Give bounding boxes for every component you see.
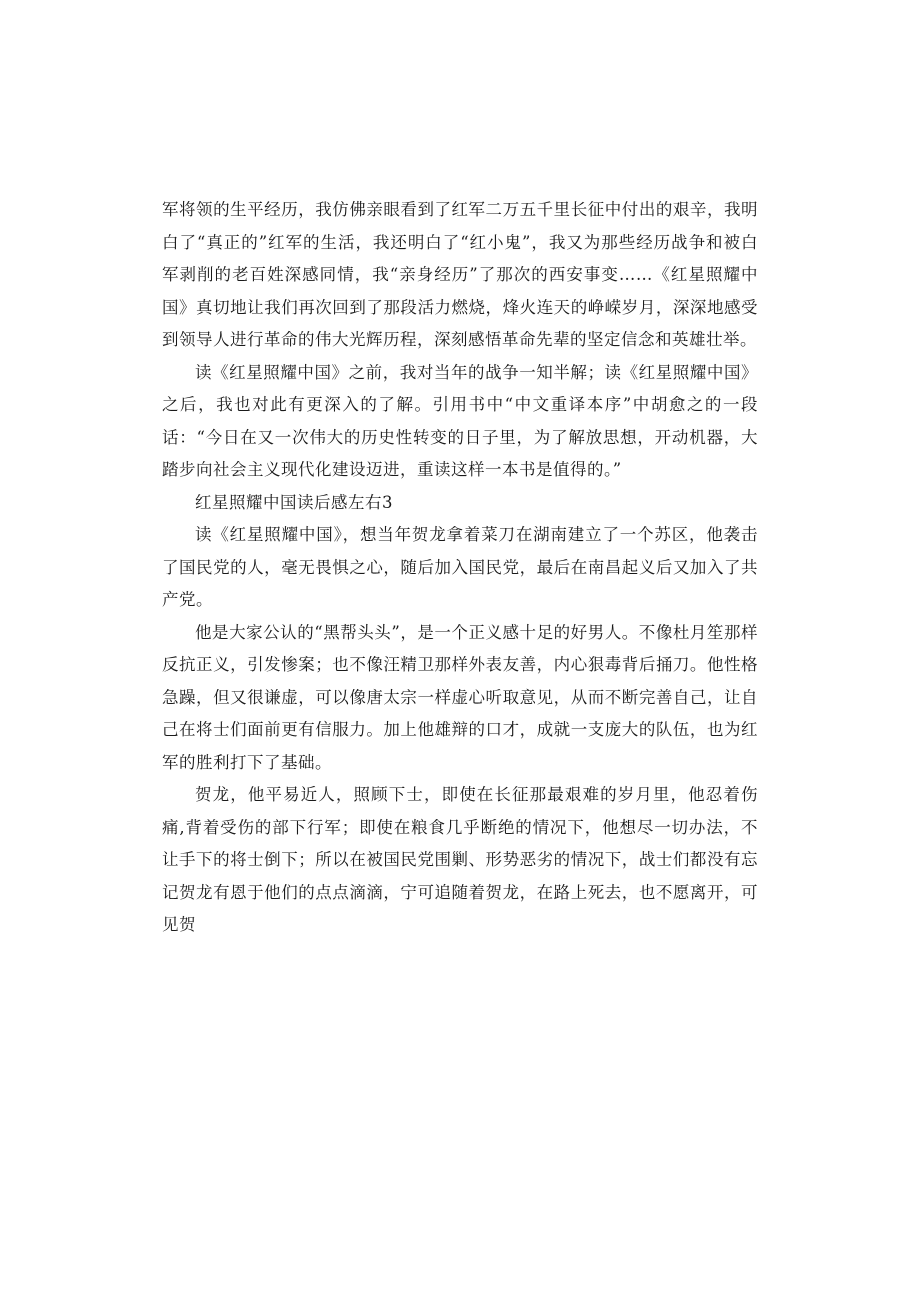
document-body <box>162 194 758 942</box>
section-heading: 红星照耀中国读后感左右3 <box>195 492 393 512</box>
paragraph-2: 读《红星照耀中国》之前，我对当年的战争一知半解；读《红星照耀中国》之后，我也对此有更深入的了解。引用书中“中文重译本序”中胡愈之的一段话：“今日在又一次伟大的历史性转变的日子里，为了解放思想，开动机器，大踏步向社会主义现代化建设迈进，重读这样一本书是值得的。” <box>162 362 758 479</box>
paragraph-3: 读《红星照耀中国》，想当年贺龙拿着菜刀在湖南建立了一个苏区，他袭击了国民党的人，毫无畏惧之心，随后加入国民党，最后在南昌起义后又加入了共产党。 <box>162 525 758 609</box>
paragraph-5: 贺龙，他平易近人，照顾下士，即使在长征那最艰难的岁月里，他忍着伤痛,背着受伤的部下行军；即使在粮食几乎断绝的情况下，他想尽一切办法，不让手下的将士倒下；所以在被国民党围剿、形势恶劣的情况下，战士们都没有忘记贺龙有恩于他们的点点滴滴，宁可追随着贺龙，在路上死去，也不愿离开，可见贺 <box>162 785 758 934</box>
paragraph-1: 军将领的生平经历，我仿佛亲眼看到了红军二万五千里长征中付出的艰辛，我明白了“真正的”红军的生活，我还明白了“红小鬼”，我又为那些经历战争和被白军剥削的老百姓深感同情，我“亲身经历”了那次的西安事变……《红星照耀中国》真切地让我们再次回到了那段活力燃烧，烽火连天的峥嵘岁月，深深地感受到领导人进行革命的伟大光辉历程，深刻感悟革命先辈的坚定信念和英雄壮举。 <box>162 200 758 349</box>
paragraph-4: 他是大家公认的“黑帮头头”，是一个正义感十足的好男人。不像杜月笙那样反抗正义，引发惨案；也不像汪精卫那样外表友善，内心狠毒背后捅刀。他性格急躁，但又很谦虚，可以像唐太宗一样虚心听取意见，从而不断完善自己，让自己在将士们面前更有信服力。加上他雄辩的口才，成就一支庞大的队伍，也为红军的胜利打下了基础。 <box>162 622 758 772</box>
